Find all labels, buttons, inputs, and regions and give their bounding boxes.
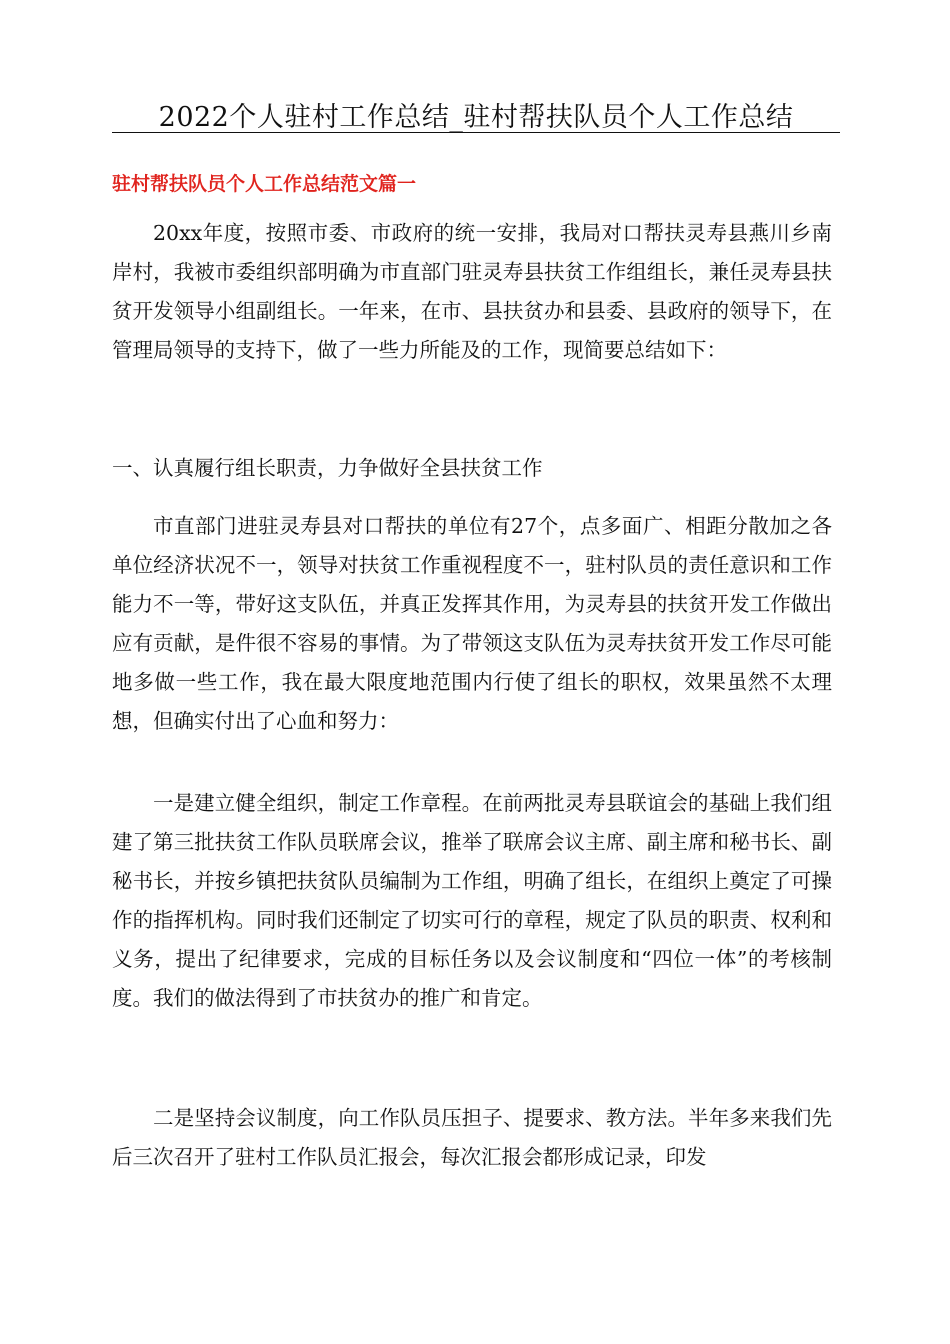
subheading-one: 一、认真履行组长职责，力争做好全县扶贫工作 bbox=[112, 456, 543, 480]
paragraph-point-one: 一是建立健全组织，制定工作章程。在前两批灵寿县联谊会的基础上我们组建了第三批扶贫工作队员联席会议，推举了联席会议主席、副主席和秘书长、副秘书长，并按乡镇把扶贫队员编制为工作组，明确了组长，在组织上奠定了可操作的指挥机构。同时我们还制定了切实可行的章程，规定了队员的职责、权利和义务，提出了纪律要求，完成的目标任务以及会议制度和“四位一体”的考核制度。我们的做法得到了市扶贫办的推广和肯定。 bbox=[112, 791, 832, 1010]
paragraph-intro: 20xx年度，按照市委、市政府的统一安排，我局对口帮扶灵寿县燕川乡南岸村，我被市委组织部明确为市直部门驻灵寿县扶贫工作组组长，兼任灵寿县扶贫开发领导小组副组长。一年来，在市、县扶贫办和县委、县政府的领导下，在管理局领导的支持下，做了一些力所能及的工作，现简要总结如下： bbox=[112, 221, 832, 362]
title-underline bbox=[112, 132, 840, 133]
section-heading: 驻村帮扶队员个人工作总结范文篇一 bbox=[112, 173, 417, 195]
document-title: 2022个人驻村工作总结_驻村帮扶队员个人工作总结 bbox=[158, 102, 794, 133]
paragraph-team: 市直部门进驻灵寿县对口帮扶的单位有27个，点多面广、相距分散加之各单位经济状况不一，领导对扶贫工作重视程度不一，驻村队员的责任意识和工作能力不一等，带好这支队伍，并真正发挥其作用，为灵寿县的扶贫开发工作做出应有贡献，是件很不容易的事情。为了带领这支队伍为灵寿扶贫开发工作尽可能地多做一些工作，我在最大限度地范围内行使了组长的职权，效果虽然不太理想，但确实付出了心血和努力： bbox=[112, 514, 832, 733]
paragraph-point-two: 二是坚持会议制度，向工作队员压担子、提要求、教方法。半年多来我们先后三次召开了驻村工作队员汇报会，每次汇报会都形成记录，印发 bbox=[112, 1106, 832, 1169]
